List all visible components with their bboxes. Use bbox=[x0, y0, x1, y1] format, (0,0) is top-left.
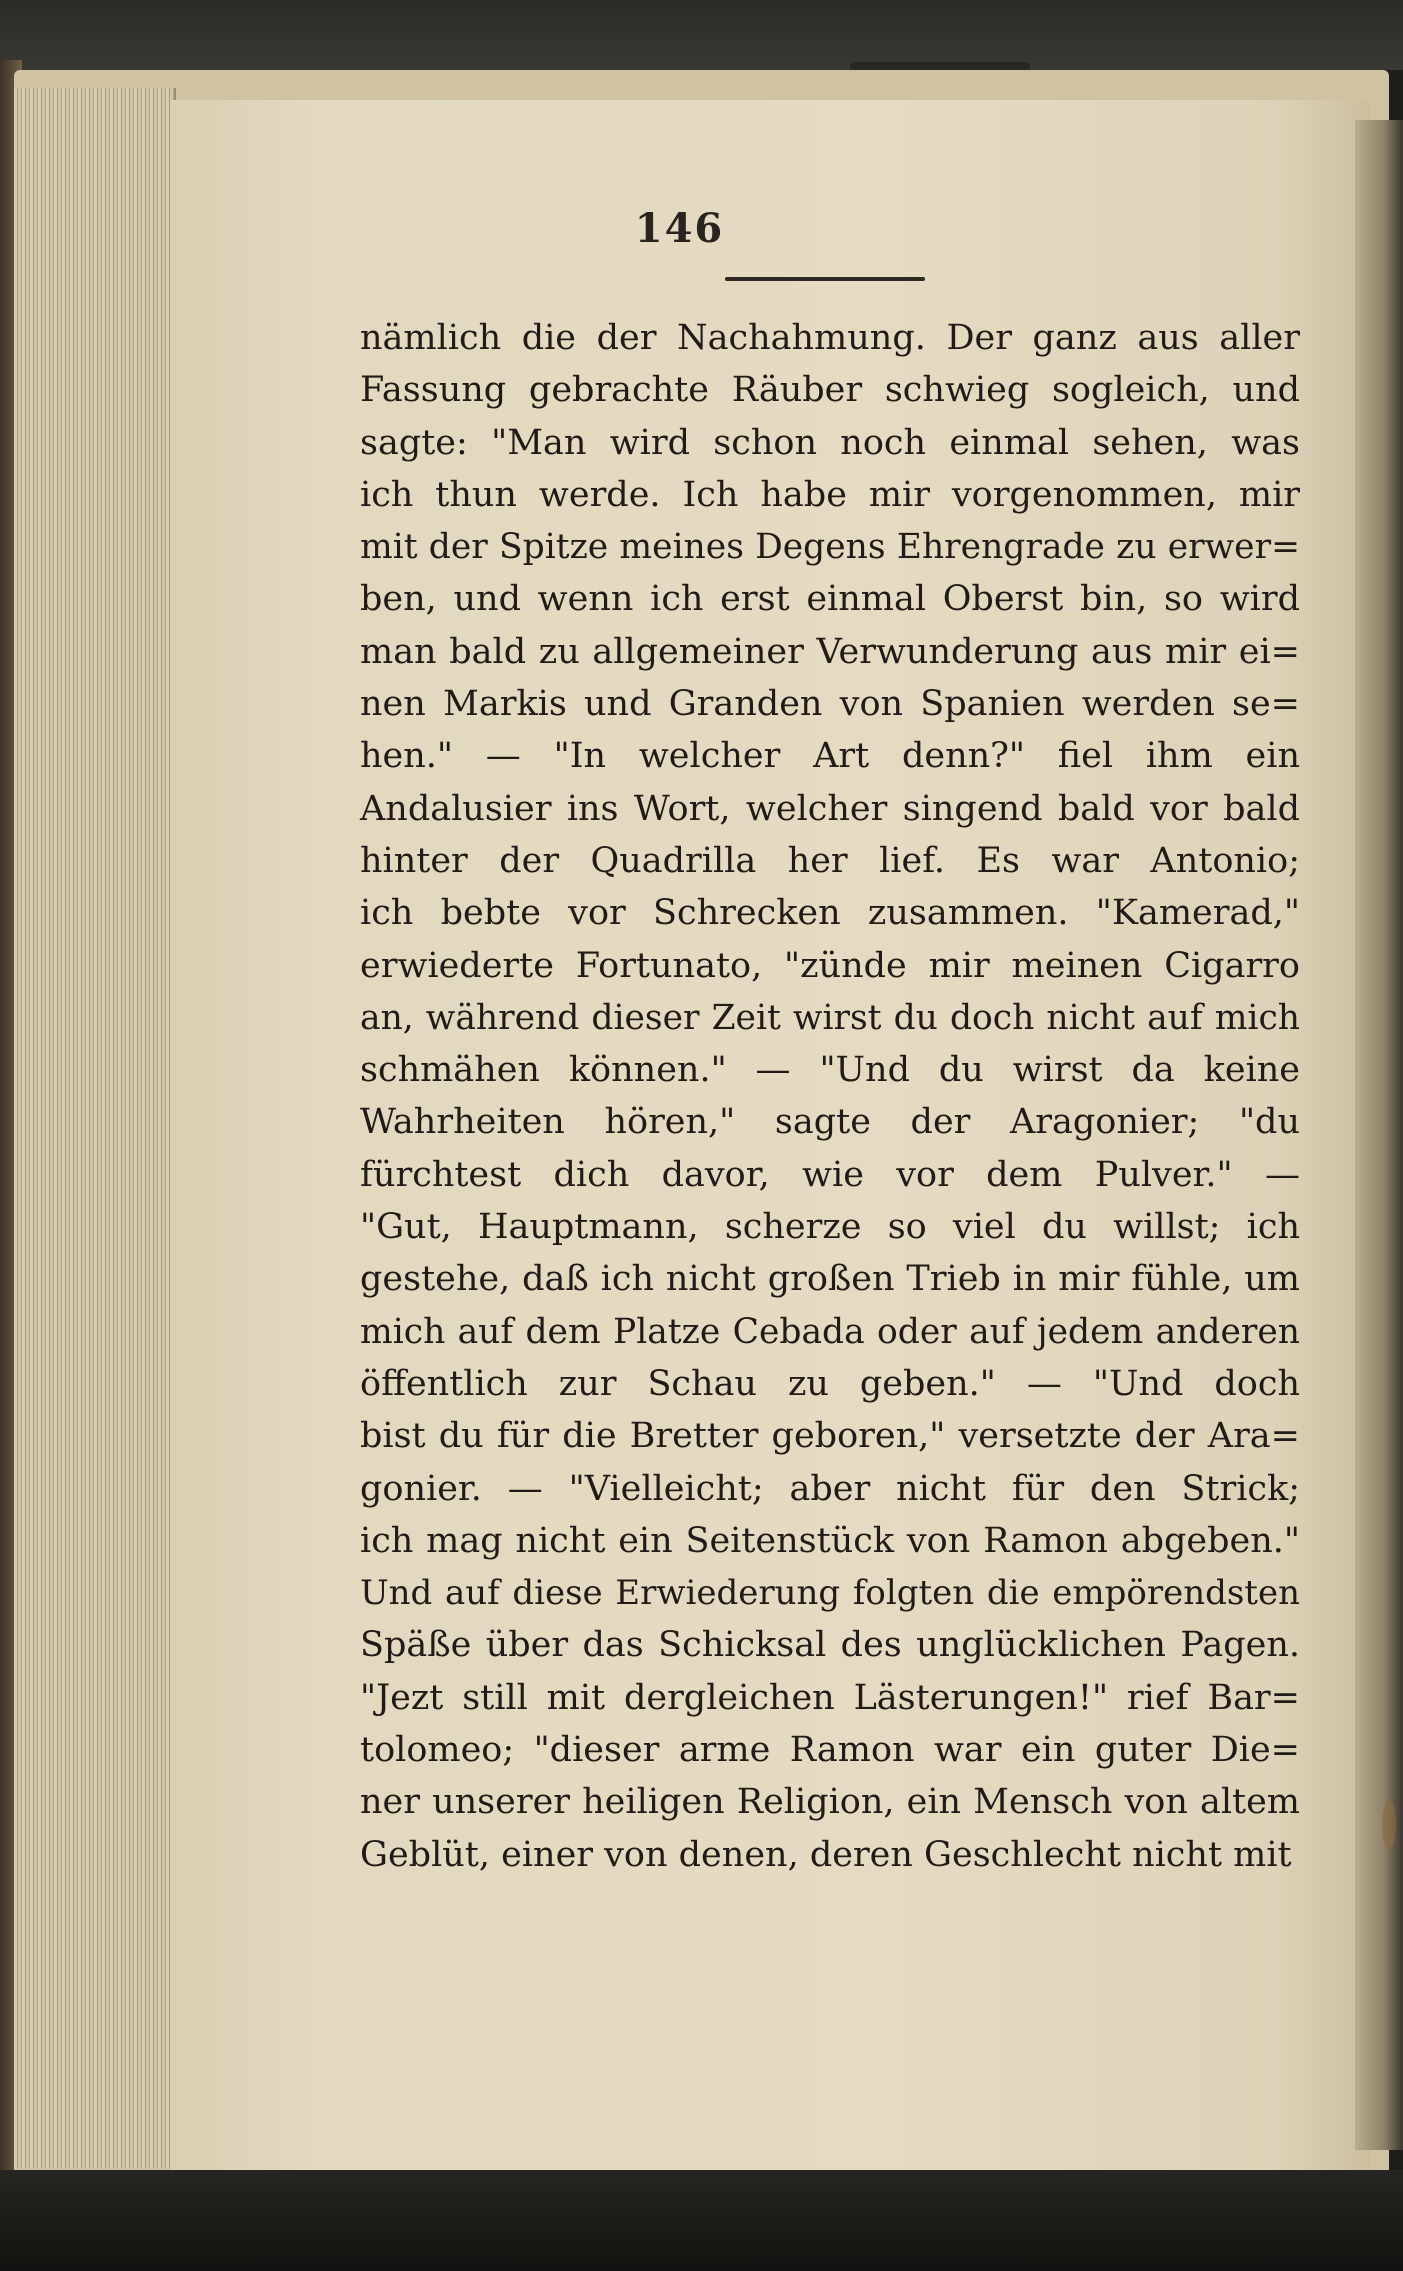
text-line: an, während dieser Zeit wirst du doch nicht auf mich bbox=[360, 997, 1300, 1038]
text-line: ben, und wenn ich erst einmal Oberst bin, so wird bbox=[360, 579, 1300, 620]
text-line: Andalusier ins Wort, welcher singend bald vor bald bbox=[360, 788, 1300, 829]
text-line: sagte: "Man wird schon noch einmal sehen, was bbox=[360, 422, 1300, 463]
text-line: Und auf diese Erwiederung folgten die empörendsten bbox=[360, 1573, 1300, 1614]
page-number bbox=[0, 205, 1403, 252]
text-line: ich thun werde. Ich habe mir vorgenommen, mir bbox=[360, 474, 1300, 515]
text-line: Geblüt, einer von denen, deren Geschlecht nicht mit bbox=[360, 1834, 1292, 1875]
text-line: Späße über das Schicksal des unglücklichen Pagen. bbox=[360, 1625, 1300, 1666]
bottom-shadow bbox=[0, 2170, 1403, 2271]
text-line: nämlich die der Nachahmung. Der ganz aus aller bbox=[360, 318, 1300, 358]
text-line: erwiederte Fortunato, "zünde mir meinen Cigarro bbox=[360, 945, 1300, 986]
text-line: "Jezt still mit dergleichen Lästerungen!" rief Bar= bbox=[360, 1677, 1300, 1718]
text-line: hinter der Quadrilla her lief. Es war Antonio; bbox=[360, 840, 1300, 881]
text-line: "Gut, Hauptmann, scherze so viel du willst; ich bbox=[360, 1207, 1300, 1248]
text-line: Fassung gebrachte Räuber schwieg sogleich, und bbox=[360, 370, 1300, 411]
text-line: gestehe, daß ich nicht großen Trieb in mir fühle, um bbox=[360, 1259, 1300, 1300]
text-line: tolomeo; "dieser arme Ramon war ein guter Die= bbox=[360, 1730, 1300, 1771]
page-gutter-right bbox=[1355, 120, 1403, 2150]
text-line: hen." — "In welcher Art denn?" fiel ihm ein bbox=[360, 736, 1300, 777]
text-line: man bald zu allgemeiner Verwunderung aus mir ei= bbox=[360, 631, 1300, 672]
text-line: schmähen können." — "Und du wirst da keine bbox=[360, 1050, 1300, 1091]
text-line: Wahrheiten hören," sagte der Aragonier; "du bbox=[360, 1102, 1300, 1143]
text-line: öffentlich zur Schau zu geben." — "Und doch bbox=[360, 1363, 1300, 1404]
text-line: mit der Spitze meines Degens Ehrengrade zu erwer= bbox=[360, 527, 1300, 568]
text-line: ich bebte vor Schrecken zusammen. "Kamerad," bbox=[360, 893, 1300, 934]
page-body-text bbox=[360, 312, 1300, 1881]
header-rule bbox=[725, 277, 925, 281]
text-line: gonier. — "Vielleicht; aber nicht für den Strick; bbox=[360, 1468, 1300, 1509]
text-line: ner unserer heiligen Religion, ein Mensch von altem bbox=[360, 1782, 1300, 1823]
page-edges bbox=[14, 88, 176, 2168]
top-shadow bbox=[0, 0, 1403, 70]
text-line: mich auf dem Platze Cebada oder auf jedem anderen bbox=[360, 1311, 1300, 1352]
text-line: nen Markis und Granden von Spanien werden se= bbox=[360, 684, 1300, 725]
page-number-text: 146 bbox=[634, 205, 725, 252]
text-line: fürchtest dich davor, wie vor dem Pulver." — bbox=[360, 1154, 1300, 1195]
text-line: bist du für die Bretter geboren," versetzte der Ara= bbox=[360, 1416, 1300, 1457]
paper-stain bbox=[1382, 1800, 1396, 1850]
text-line: ich mag nicht ein Seitenstück von Ramon abgeben." bbox=[360, 1520, 1300, 1561]
